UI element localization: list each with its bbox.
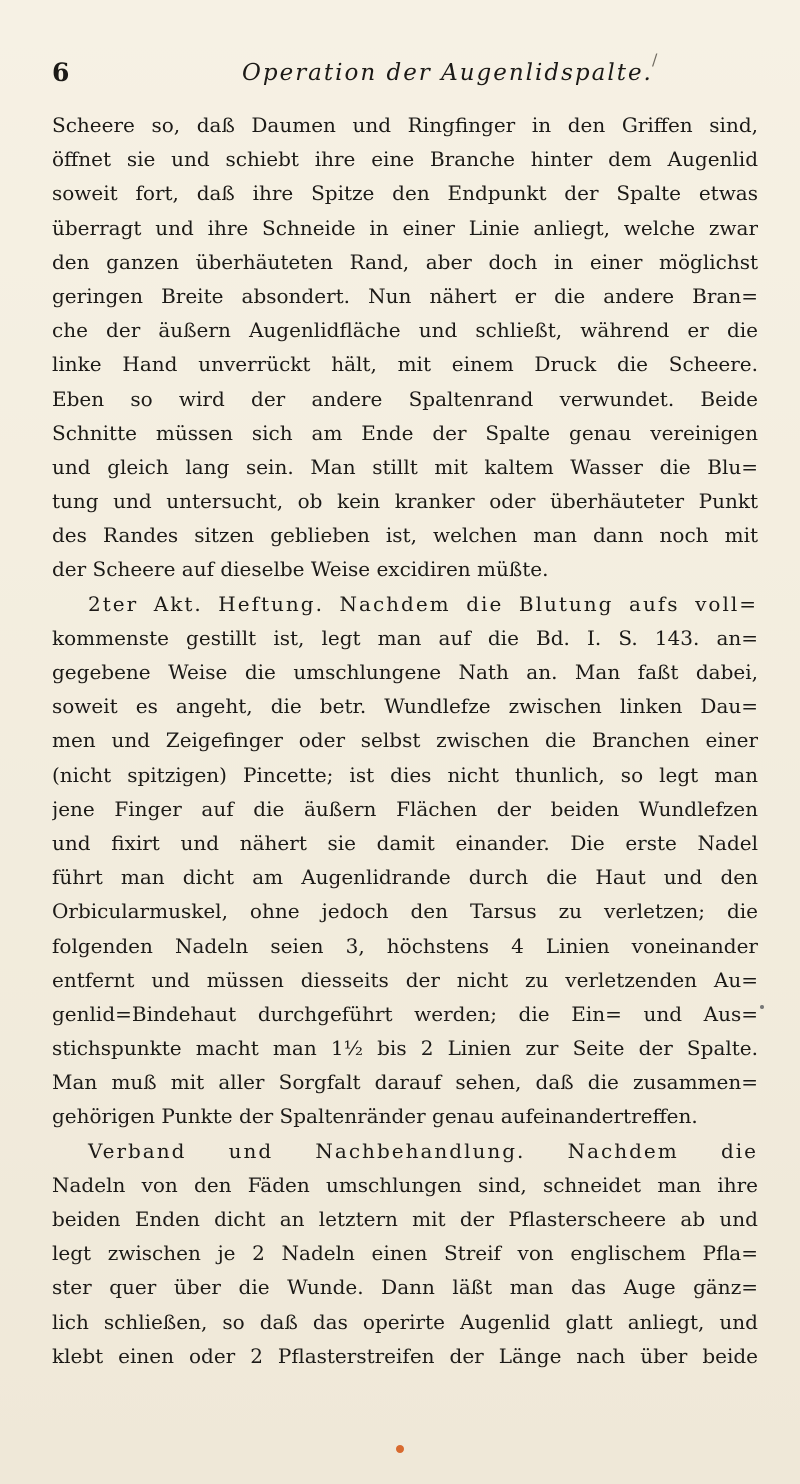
text-line: (nicht spitzigen) Pincette; ist dies nicht thunlich, so legt man	[52, 762, 758, 787]
text-line: des Randes sitzen geblieben ist, welchen man dann noch mit	[52, 523, 758, 548]
print-speck	[760, 1005, 764, 1009]
section-heading-line: 2ter Akt. Heftung. Nachdem die Blutung aufs voll=	[88, 591, 758, 616]
text-line: beiden Enden dicht an letztern mit der Pflasterscheere ab und	[52, 1207, 758, 1231]
text-line: Scheere so, daß Daumen und Ringfinger in den Griffen sind,	[52, 113, 758, 137]
page-number: 6	[52, 58, 70, 87]
text-line: genlid=Bindehaut durchgeführt werden; die Ein= und Aus=	[52, 1001, 758, 1026]
text-line: gegebene Weise die umschlungene Nath an. Man faßt dabei,	[52, 660, 758, 684]
text-line: den ganzen überhäuteten Rand, aber doch in einer möglichst	[52, 249, 758, 274]
text-line: Eben so wird der andere Spaltenrand verwundet. Beide	[52, 386, 758, 411]
running-head: Operation der Augenlidspalte.	[242, 60, 653, 86]
text-line: soweit es angeht, die betr. Wundlefze zwischen linken Dau=	[52, 694, 758, 719]
corner-mark: /	[652, 50, 658, 69]
text-line: stichspunkte macht man 1½ bis 2 Linien zur Seite der Spalte.	[52, 1036, 758, 1061]
text-line: gehörigen Punkte der Spaltenränder genau aufeinandertreffen.	[52, 1104, 698, 1129]
text-line: kommenste gestillt ist, legt man auf die Bd. I. S. 143. an=	[52, 625, 758, 650]
text-line: geringen Breite absondert. Nun nähert er die andere Bran=	[52, 283, 758, 308]
text-line: legt zwischen je 2 Nadeln einen Streif von englischem Pfla=	[52, 1241, 758, 1266]
text-line: und gleich lang sein. Man stillt mit kaltem Wasser die Blu=	[52, 454, 758, 479]
text-line: Schnitte müssen sich am Ende der Spalte genau vereinigen	[52, 420, 758, 445]
text-line: führt man dicht am Augenlidrande durch die Haut und den	[52, 865, 758, 890]
text-line: linke Hand unverrückt hält, mit einem Druck die Scheere.	[52, 352, 758, 377]
text-line: Orbicularmuskel, ohne jedoch den Tarsus zu verletzen; die	[52, 899, 758, 924]
text-line: klebt einen oder 2 Pflasterstreifen der Länge nach über beide	[52, 1343, 758, 1368]
text-line: tung und untersucht, ob kein kranker oder überhäuteter Punkt	[52, 489, 758, 514]
text-line: men und Zeigefinger oder selbst zwischen die Branchen einer	[52, 728, 758, 753]
text-line: entfernt und müssen diesseits der nicht zu verletzenden Au=	[52, 967, 758, 992]
text-line: der Scheere auf dieselbe Weise excidiren müßte.	[52, 557, 549, 582]
text-line: ster quer über die Wunde. Dann läßt man das Auge gänz=	[52, 1275, 758, 1300]
text-line: Man muß mit aller Sorgfalt darauf sehen, daß die zusammen=	[52, 1070, 758, 1095]
library-stamp-dot	[396, 1445, 404, 1453]
body-text	[52, 108, 758, 1373]
section-heading-line: Verband und Nachbehandlung. Nachdem die	[88, 1138, 758, 1163]
text-line: jene Finger auf die äußern Flächen der beiden Wundlefzen	[52, 796, 758, 821]
text-line: lich schließen, so daß das operirte Augenlid glatt anliegt, und	[52, 1309, 758, 1334]
text-line: Nadeln von den Fäden umschlungen sind, schneidet man ihre	[52, 1172, 758, 1197]
text-line: öffnet sie und schiebt ihre eine Branche hinter dem Augenlid	[52, 147, 758, 172]
text-line: und fixirt und nähert sie damit einander. Die erste Nadel	[52, 830, 758, 855]
page-header	[52, 50, 752, 90]
text-line: überragt und ihre Schneide in einer Linie anliegt, welche zwar	[52, 215, 758, 240]
text-line: folgenden Nadeln seien 3, höchstens 4 Linien voneinander	[52, 933, 758, 958]
text-line: che der äußern Augenlidfläche und schließt, während er die	[52, 318, 758, 343]
text-line: soweit fort, daß ihre Spitze den Endpunkt der Spalte etwas	[52, 181, 758, 206]
